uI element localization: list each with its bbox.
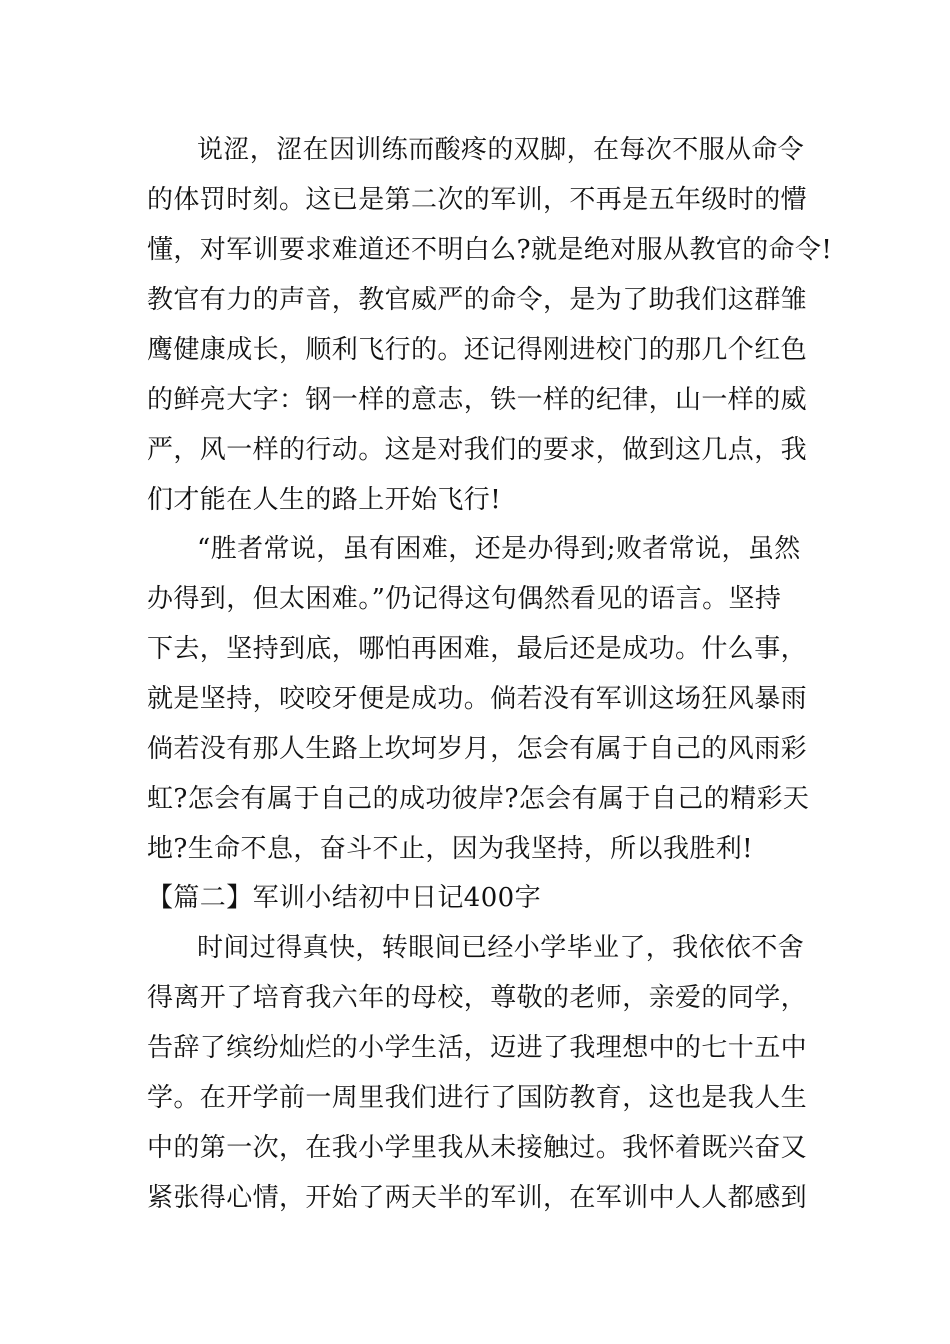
paragraph-2-line-3: 下去，坚持到底，哪怕再困难，最后还是成功。什么事， bbox=[147, 634, 808, 664]
paragraph-3-line-4: 学。在开学前一周里我们进行了国防教育，这也是我人生 bbox=[147, 1083, 808, 1113]
paragraph-1-line-1: 说涩，涩在因训练而酸疼的双脚，在每次不服从命令 bbox=[197, 135, 805, 165]
paragraph-1-line-2: 的体罚时刻。这已是第二次的军训，不再是五年级时的懵 bbox=[147, 185, 808, 215]
paragraph-1-line-8: 们才能在人生的路上开始飞行! bbox=[147, 485, 502, 515]
paragraph-2-line-5: 倘若没有那人生路上坎坷岁月，怎会有属于自己的风雨彩 bbox=[147, 734, 808, 764]
paragraph-2-line-7: 地?生命不息，奋斗不止，因为我坚持，所以我胜利! bbox=[147, 834, 753, 864]
paragraph-2-line-4: 就是坚持，咬咬牙便是成功。倘若没有军训这场狂风暴雨 bbox=[147, 684, 808, 714]
paragraph-1-line-5: 鹰健康成长，顺利飞行的。还记得刚进校门的那几个红色 bbox=[147, 335, 808, 365]
section-heading: 【篇二】军训小结初中日记400字 bbox=[147, 883, 542, 913]
paragraph-2-line-1: “胜者常说，虽有困难，还是办得到;败者常说，虽然 bbox=[197, 534, 801, 564]
paragraph-1-line-3: 懂，对军训要求难道还不明白么?就是绝对服从教官的命令! bbox=[147, 235, 833, 265]
paragraph-3-line-6: 紧张得心情，开始了两天半的军训，在军训中人人都感到 bbox=[147, 1183, 808, 1213]
paragraph-3-line-2: 得离开了培育我六年的母校，尊敬的老师，亲爱的同学， bbox=[147, 983, 808, 1013]
paragraph-1-line-7: 严，风一样的行动。这是对我们的要求，做到这几点，我 bbox=[147, 435, 808, 465]
paragraph-3-line-5: 中的第一次，在我小学里我从未接触过。我怀着既兴奋又 bbox=[147, 1133, 808, 1163]
paragraph-1-line-4: 教官有力的声音，教官威严的命令，是为了助我们这群雏 bbox=[147, 285, 808, 315]
paragraph-3-line-3: 告辞了缤纷灿烂的小学生活，迈进了我理想中的七十五中 bbox=[147, 1033, 808, 1063]
paragraph-2-line-6: 虹?怎会有属于自己的成功彼岸?怎会有属于自己的精彩天 bbox=[147, 784, 810, 814]
paragraph-3-line-1: 时间过得真快，转眼间已经小学毕业了，我依依不舍 bbox=[197, 933, 805, 963]
paragraph-2-line-2: 办得到，但太困难。”仍记得这句偶然看见的语言。坚持 bbox=[147, 584, 782, 614]
paragraph-1-line-6: 的鲜亮大字：钢一样的意志，铁一样的纪律，山一样的威 bbox=[147, 385, 808, 415]
